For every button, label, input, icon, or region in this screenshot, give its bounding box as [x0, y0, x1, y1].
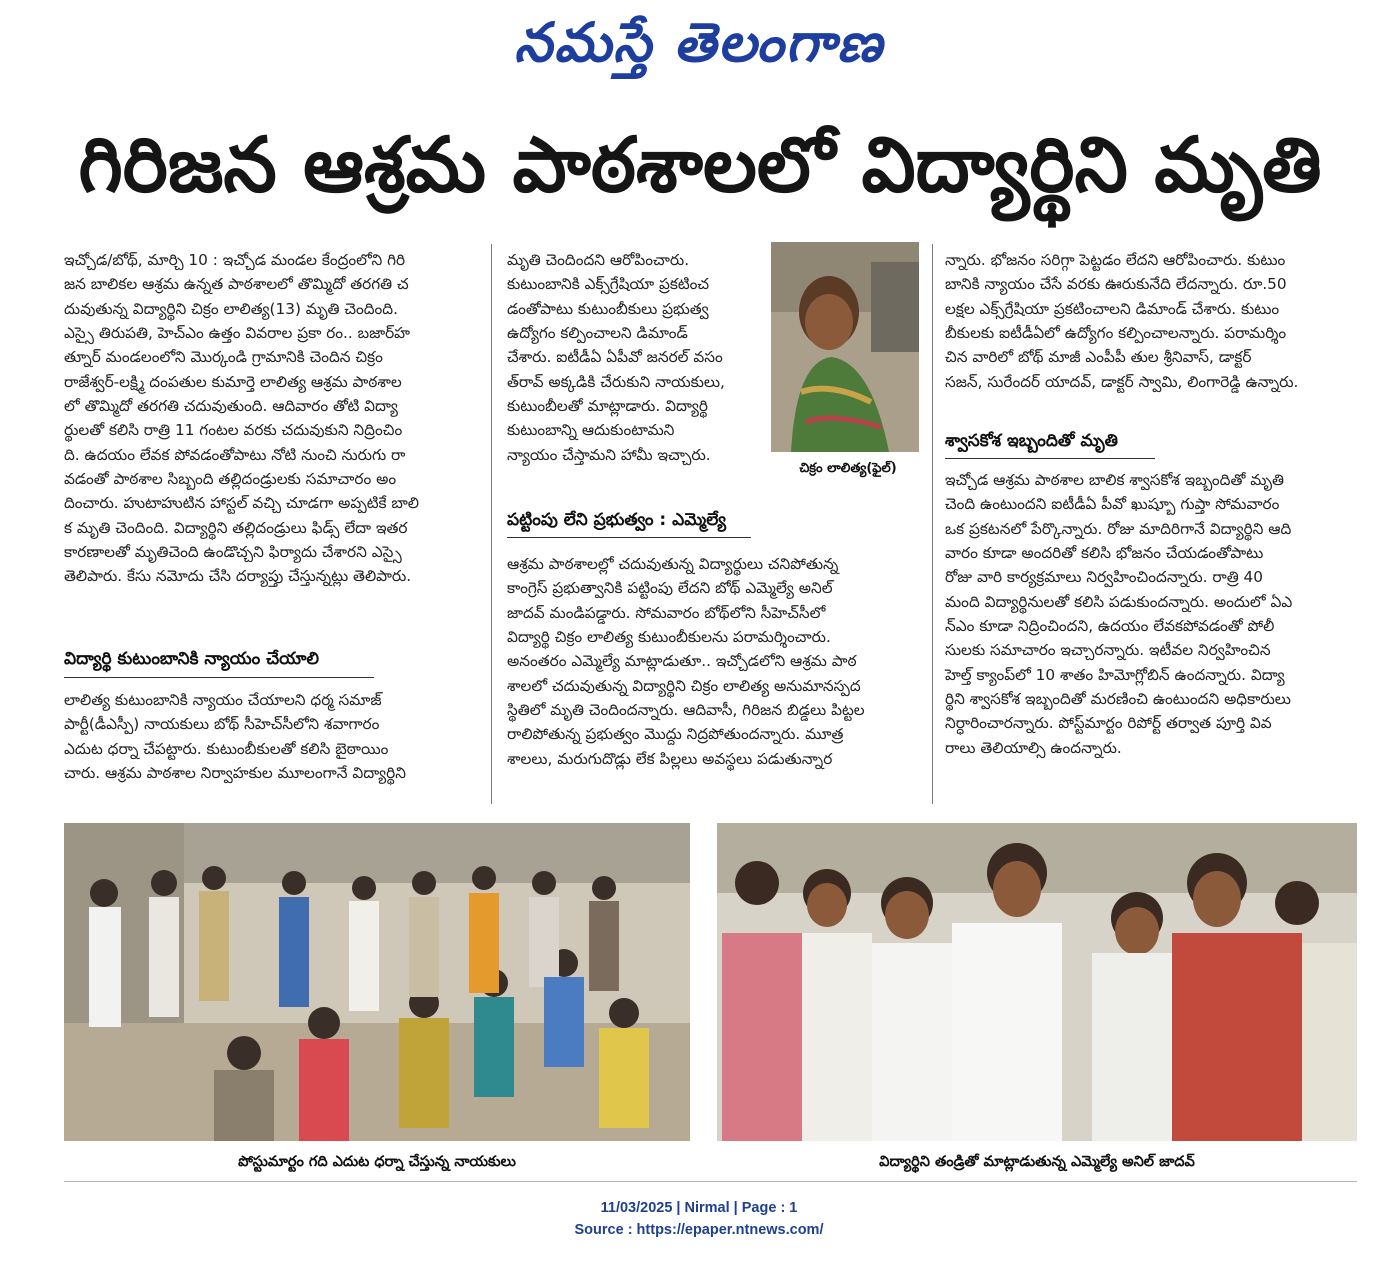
col1-line: రాజేశ్వర్-లక్ష్మి దంపతుల కుమార్తె లాలిత్య ఆశ్రమ పాఠశాల [64, 372, 402, 391]
column-3-text-2 [945, 468, 1357, 760]
col1-line: వడంతో పాఠశాల సిబ్బంది తల్లిదండ్రులకు సమాచారం అం [64, 470, 397, 489]
col2-line: శాలలో చదువుతున్న విద్యార్థిని చిక్రం లాలిత్య అనుమానస్పద [507, 676, 861, 695]
col3-line: సులకు సమాచారం ఇచ్చారన్నారు. ఇటీవల నిర్వహించిన [945, 641, 1271, 660]
col3-line: చిన వారిలో బోథ్ మాజీ ఎంపీపీ తుల శ్రీనివాస్, డాక్టర్ [945, 348, 1252, 367]
col2-subhead: పట్టింపు లేని ప్రభుత్వం : ఎమ్మెల్యే [507, 510, 727, 530]
masthead-logo: నమస్తే తెలంగాణ [514, 10, 884, 74]
col1-line: తెలిపారు. కేసు నమోదు చేసి దర్యాప్తు చేస్తున్నట్లు తెలిపారు. [64, 567, 412, 586]
col2-line: అనంతరం ఎమ్మెల్యే మాట్లాడుతూ.. ఇచ్చోడలోని ఆశ్రమ పాఠ [507, 652, 857, 671]
column-1-text-2 [64, 688, 476, 785]
column-divider [491, 244, 492, 804]
protest-photo-caption: పోస్టుమార్టం గది ఎదుట ధర్నా చేస్తున్న నాయకులు [238, 1154, 516, 1170]
col3-line: బానికి న్యాయం చేసే వరకు ఊరుకునేది లేదన్నారు. రూ.50 [945, 275, 1287, 294]
col2-line: జాదవ్ మండిపడ్డారు. సోమవారం బోథ్‌లోని సీహెచ్‌సీలో [507, 603, 826, 622]
col3-line: న్నారు. భోజనం సరిగ్గా పెట్టడం లేదని ఆరోపించారు. కుటుం [945, 251, 1286, 269]
col2-line: కాంగ్రెస్ ప్రభుత్వానికి పట్టింపు లేదని బోథ్ ఎమ్మెల్యే అనిల్ [507, 579, 833, 598]
col2-line: ఉద్యోగం కల్పించాలని డిమాండ్ [507, 324, 688, 343]
footer-date-edition: 11/03/2025 | Nirmal | Page : 1 [600, 1200, 798, 1216]
col2-line: డంతోపాటు కుటుంబీకులు ప్రభుత్వ [507, 299, 709, 318]
col1-line: పార్టీ(డీఎస్పీ) నాయకులు బోథ్ సీహెచ్‌సీలోని శవాగారం [64, 715, 380, 734]
col2-line: మృతి చెందిందని ఆరోపించారు. [507, 251, 690, 269]
col1-line: క మృతి చెందింది. విద్యార్థిని తల్లిదండ్రులు ఫిడ్స్ లేదా ఇతర [64, 518, 408, 537]
page-bottom-rule [64, 1181, 1357, 1182]
col1-line: చారు. ఆశ్రమ పాఠశాల నిర్వాహకుల మూలంగానే విద్యార్థిని [64, 764, 406, 783]
col1-subhead: విద్యార్థి కుటుంబానికి న్యాయం చేయాలి [64, 649, 319, 669]
column-divider [932, 244, 933, 804]
col2-subhead-underline [507, 537, 751, 538]
column-1-text [64, 248, 476, 589]
col2-line: రాలిపోతున్న ప్రభుత్వం మొద్దు నిద్రపోతుందన్నారు. మూత్ర [507, 725, 844, 744]
col2-line: న్యాయం చేస్తామని హామీ ఇచ్చారు. [507, 445, 711, 464]
col2-line: విద్యార్థి చిక్రం లాలిత్య కుటుంబీకులను పరామర్శించారు. [507, 628, 831, 647]
col1-line: లో తొమ్మిదో తరగతి చదువుతుంది. ఆదివారం తోటి విద్యా [64, 397, 398, 416]
col2-line: కుటుంబాన్ని ఆదుకుంటామని [507, 421, 675, 440]
col2-line: స్థితిలో మృతి చెందిందన్నారు. ఆదివాసీ, గిరిజన బిడ్డలు పిట్టల [507, 701, 865, 720]
mla-photo-caption: విద్యార్థిని తండ్రితో మాట్లాడుతున్న ఎమ్మెల్యే అనిల్ జాదవ్ [879, 1154, 1195, 1170]
col1-line: దువుతున్న విద్యార్థిని చిక్రం లాలిత్య(13) మృతి చెందింది. [64, 299, 398, 318]
col3-line: వారం కూడా అందరితో కలిసి భోజనం చేయడంతోపాటు [945, 544, 1264, 563]
column-3-text [945, 248, 1357, 394]
col3-line: న్‌ఎం కూడా నిద్రించిందని, ఉదయం లేవకపోవడంతో పోలీ [945, 617, 1275, 636]
portrait-caption: చిక్రం లాలిత్య(ఫైల్) [799, 461, 897, 476]
column-2-text [507, 248, 757, 467]
col2-line: కుటుంబానికి ఎక్స్‌గ్రేషియా ప్రకటించ [507, 275, 710, 294]
col3-line: నిర్ధారించారన్నారు. పోస్ట్‌మార్టం రిపోర్ట్ తర్వాత పూర్తి వివ [945, 714, 1272, 733]
col1-line: దించారు. హుటాహుటిన హాస్టల్ వచ్చి చూడగా అప్పటికే బాలి [64, 494, 419, 513]
col1-line: ర్థులతో కలిసి రాత్రి 11 గంటల వరకు చదువుకుని నిద్రించిం [64, 421, 403, 440]
article-headline: గిరిజన ఆశ్రమ పాఠశాలలో విద్యార్థిని మృతి [78, 120, 1322, 209]
col3-line: సజన్, సురేందర్ యాదవ్, డాక్టర్ స్వామి, లింగారెడ్డి ఉన్నారు. [945, 372, 1299, 391]
col2-line: శాలలు, మరుగుదొడ్లు లేక పిల్లలు అవస్థలు పడుతున్నార [507, 749, 833, 768]
col2-line: కుటుంబీలతో మాట్లాడారు. విద్యార్థి [507, 397, 708, 416]
col3-line: రోజు వారి కార్యక్రమాలు నిర్వహించిందన్నారు. రాత్రి 40 [945, 568, 1264, 587]
col2-line: చేశారు. ఐటీడీఏ ఏపీవో జనరల్ వసం [507, 348, 723, 367]
col2-line: ఆశ్రమ పాఠశాలల్లో చదువుతున్న విద్యార్థులు చనిపోతున్న [507, 555, 839, 573]
col1-line: త్నూర్ మండలంలోని మొర్కండి గ్రామానికి చెందిన చిక్రం [64, 348, 383, 367]
column-2-text-2 [507, 552, 919, 771]
col3-line: చెంది ఉంటుందని ఐటీడీఏ పీవో ఖుష్బూ గుప్తా సోమవారం [945, 495, 1280, 514]
col1-line: ది. ఉదయం లేవక పోవడంతోపాటు నోటి నుంచి నురుగు రా [64, 445, 406, 464]
student-portrait-photo [771, 242, 919, 452]
col1-line: జన బాలికల ఆశ్రమ ఉన్నత పాఠశాలలో తొమ్మిదో తరగతి చ [64, 275, 409, 294]
col3-line: లక్షల ఎక్స్‌గ్రేషియా ప్రకటించాలని డిమాండ్ చేశారు. కుటుం [945, 299, 1280, 318]
col1-line: ఎదుట ధర్నా చేపట్టారు. కుటుంబీకులతో కలిసి బైఠాయిం [64, 739, 389, 758]
col1-line: ఎస్సై తిరుపతి, హెచ్‌ఎం ఉత్తం వివరాల ప్రకా రం.. బజార్‌హ [64, 324, 410, 343]
col1-line: ఇచ్చోడ/బోథ్, మార్చి 10 : ఇచ్చోడ మండల కేంద్రంలోని గిరి [64, 251, 406, 269]
col3-line: రాలు తెలియాల్సి ఉందన్నారు. [945, 738, 1122, 757]
col3-line: హెల్త్ క్యాంప్‌లో 10 శాతం హిమోగ్లోబిన్ ఉందన్నారు. విద్యా [945, 665, 1285, 684]
col1-line: లాలిత్య కుటుంబానికి న్యాయం చేయాలని ధర్మ సమాజ్ [64, 691, 382, 709]
col3-subhead: శ్వాసకోశ ఇబ్బందితో మృతి [945, 431, 1118, 451]
col3-line: ఒక ప్రకటనలో పేర్కొన్నారు. రోజు మాదిరిగానే విద్యార్థిని ఆది [945, 519, 1292, 538]
col3-line: ఇచ్చోడ ఆశ్రమ పాఠశాల బాలిక శ్వాసకోశ ఇబ్బందితో మృతి [945, 471, 1284, 489]
col3-line: ర్థిని శ్వాసకోశ ఇబ్బందితో మరణించి ఉంటుందని అధికారులు [945, 690, 1291, 709]
mla-meeting-photo [717, 823, 1357, 1141]
col3-line: మంది విద్యార్థినులతో కలిసి పడుకుందన్నారు. అందులో ఏఎ [945, 592, 1293, 611]
protest-photo [64, 823, 690, 1141]
col2-line: త్‌రావ్ అక్కడికి చేరుకుని నాయకులు, [507, 372, 725, 391]
footer-source: Source : https://epaper.ntnews.com/ [574, 1222, 824, 1238]
col1-line: కారణాలతో మృతిచెంది ఉండొచ్చని ఫిర్యాదు చేశారని ఎస్సై [64, 543, 402, 562]
col1-subhead-underline [64, 677, 374, 678]
col3-line: బీకులకు ఐటీడీఏలో ఉద్యోగం కల్పించాలన్నారు. పరామర్శిం [945, 324, 1287, 343]
col3-subhead-underline [945, 458, 1155, 459]
